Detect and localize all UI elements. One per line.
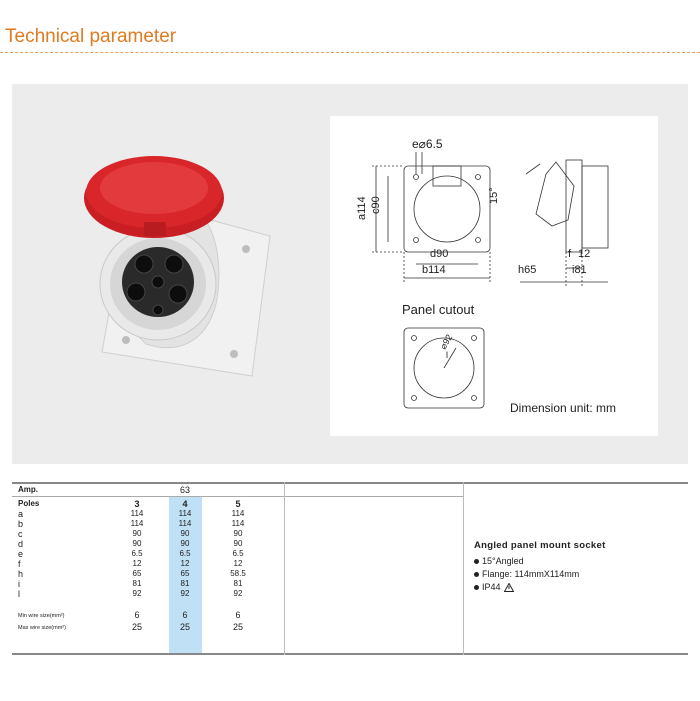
table-bottom-rule [12, 653, 688, 655]
description-item-text: IP44 [482, 582, 501, 592]
row-label: e [18, 549, 24, 559]
dimension-unit-label: Dimension unit: mm [510, 401, 617, 415]
row-value-5: 81 [233, 579, 243, 588]
row-value-3: 65 [132, 569, 142, 578]
page-title: Technical parameter [5, 26, 177, 47]
table-separator [284, 482, 285, 655]
row-value-5: 90 [233, 529, 243, 538]
min-wire-label: Min wire size(mm²) [18, 613, 65, 619]
row-value-4: 81 [180, 579, 190, 588]
max-wire-4: 25 [179, 622, 190, 632]
row-label: b [18, 519, 24, 529]
row-value-5: 90 [233, 539, 243, 548]
row-value-3: 114 [130, 509, 144, 518]
min-wire-3: 6 [134, 610, 140, 620]
row-label: d [18, 539, 24, 549]
row-label: c [18, 529, 23, 539]
row-label: f [18, 559, 21, 569]
warning-triangle-icon [504, 583, 514, 592]
cutout-title: Panel cutout [402, 302, 475, 317]
cutout-l-label: l [446, 350, 448, 360]
bullet-icon [474, 559, 479, 564]
row-value-4: 65 [180, 569, 190, 578]
row-value-3: 12 [132, 559, 142, 568]
drawing-label-a: a114 [356, 196, 368, 220]
min-wire-5: 6 [235, 610, 241, 620]
cutout-diameter-label: ⌀92 [438, 332, 455, 351]
row-value-4: 12 [180, 559, 190, 568]
row-value-3: 81 [132, 579, 142, 588]
row-value-4: 114 [178, 519, 192, 528]
poles-4: 4 [182, 499, 188, 509]
table-separator [463, 482, 464, 655]
row-value-4: 92 [180, 589, 190, 598]
description-item-text: 15°Angled [482, 556, 524, 566]
amp-label: Amp. [18, 485, 38, 494]
amp-value: 63 [179, 485, 190, 495]
row-value-5: 92 [233, 589, 243, 598]
title-divider [0, 52, 700, 53]
poles-5: 5 [235, 499, 241, 509]
drawing-label-b: b114 [422, 264, 446, 276]
row-value-5: 114 [231, 509, 245, 518]
row-value-3: 90 [132, 539, 142, 548]
drawing-label-i: i81 [572, 264, 587, 276]
drawing-label-f: f [568, 248, 572, 260]
bullet-icon [474, 585, 479, 590]
row-value-5: 58.5 [230, 569, 246, 578]
drawing-label-d: d90 [430, 248, 449, 260]
row-value-5: 6.5 [232, 549, 244, 558]
row-value-5: 114 [231, 519, 245, 528]
row-value-4: 90 [180, 539, 190, 548]
max-wire-3: 25 [131, 622, 142, 632]
dimension-drawing [330, 116, 658, 436]
drawing-label-h: h65 [518, 264, 537, 276]
product-panel [12, 84, 688, 464]
max-wire-label: Max wire size(mm²) [18, 625, 66, 631]
poles-3: 3 [134, 499, 140, 509]
row-value-4: 6.5 [179, 549, 191, 558]
table-header-rule [12, 496, 463, 497]
row-value-3: 92 [132, 589, 142, 598]
table-top-rule [12, 482, 688, 484]
description-item [474, 556, 606, 566]
product-description [474, 540, 606, 595]
row-label: i [18, 579, 20, 589]
row-value-4: 90 [180, 529, 190, 538]
row-value-3: 114 [130, 519, 144, 528]
drawing-label-angle: 15° [488, 187, 500, 204]
row-value-4: 114 [178, 509, 192, 518]
description-item [474, 569, 606, 579]
min-wire-4: 6 [182, 610, 188, 620]
poles-label: Poles [18, 499, 40, 508]
drawing-label-e: e⌀6.5 [412, 137, 443, 151]
product-photo [66, 154, 286, 384]
description-item-text: Flange: 114mmX114mm [482, 569, 580, 579]
row-label: l [18, 589, 20, 599]
row-label: a [18, 509, 24, 519]
row-value-3: 6.5 [131, 549, 143, 558]
description-title: Angled panel mount socket [474, 540, 606, 551]
row-value-5: 12 [233, 559, 243, 568]
drawing-label-c: c90 [370, 196, 382, 214]
row-value-3: 90 [132, 529, 142, 538]
row-label: h [18, 569, 24, 579]
bullet-icon [474, 572, 479, 577]
description-item [474, 582, 606, 592]
max-wire-5: 25 [232, 622, 243, 632]
drawing-value-f: 12 [578, 248, 591, 260]
